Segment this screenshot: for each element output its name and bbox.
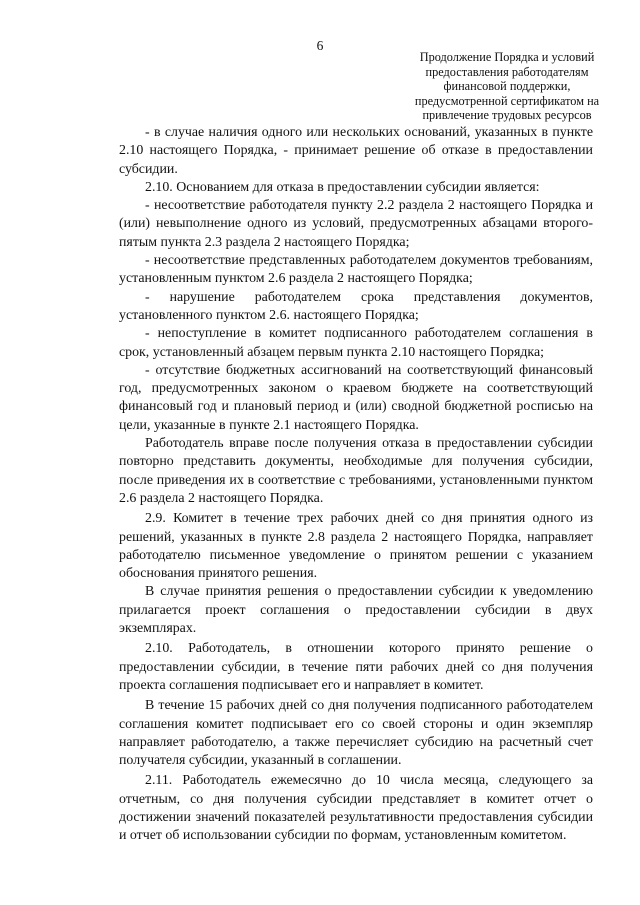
header-line: финансовой поддержки,	[443, 79, 571, 94]
page-number: 6	[316, 38, 324, 53]
header-line: привлечение трудовых ресурсов	[422, 108, 592, 123]
paragraph: - непоступление в комитет подписанного работодателем соглашения в срок, установленный абзацем первым пункта 2.10 настоящего Порядка;	[119, 326, 593, 360]
paragraph: 2.10. Основанием для отказа в предоставлении субсидии является:	[145, 179, 540, 195]
header-line: предоставления работодателям	[425, 64, 589, 79]
paragraph: Работодатель вправе после получения отказа в предоставлении субсидии повторно представить документы, необходимые для получения субсидии, после приведения их в соответствие с требованиями, установленными пунктом 2.6 раздела 2 настоящего Порядка.	[119, 436, 593, 506]
paragraph: 2.11. Работодатель ежемесячно до 10 числа месяца, следующего за отчетным, со дня получения субсидии представляет в комитет отчет о достижении значений показателей результативности предоставления субсидии и отчет об использовании субсидии по формам, установленным комитетом.	[119, 773, 593, 844]
document-body	[119, 124, 593, 846]
paragraph: - несоответствие работодателя пункту 2.2 раздела 2 настоящего Порядка и (или) невыполнение одного из условий, предусмотренных абзацами второго-пятым пункта 2.3 раздела 2 настоящего Порядка;	[119, 198, 593, 250]
paragraph: - отсутствие бюджетных ассигнований на соответствующий финансовый год, предусмотренных законом о краевом бюджете на соответствующий финансовый год и плановый период и (или) сводной бюджетной росписью на цели, указанные в пункте 2.1 настоящего Порядка.	[119, 362, 593, 433]
paragraph: 2.10. Работодатель, в отношении которого принято решение о предоставлении субсидии, в течение пяти рабочих дней со дня получения проекта соглашения подписывает его и направляет в комитет.	[119, 641, 593, 693]
paragraph: В течение 15 рабочих дней со дня получения подписанного работодателем соглашения комитет подписывает его со своей стороны и один экземпляр направляет работодателю, а также перечисляет субсидию на расчетный счет получателя субсидии, указанный в соглашении.	[119, 698, 593, 769]
paragraph: 2.9. Комитет в течение трех рабочих дней со дня принятия одного из решений, указанных в пункте 2.8 раздела 2 настоящего Порядка, направляет работодателю письменное уведомление о принятом решении с указанием обоснования принятого решения.	[119, 511, 593, 582]
document-header-note	[392, 50, 622, 123]
paragraph: - в случае наличия одного или нескольких оснований, указанных в пункте 2.10 настоящего Порядка, - принимает решение об отказе в предоставлении субсидии.	[119, 125, 593, 177]
header-line: Продолжение Порядка и условий	[419, 50, 595, 64]
paragraph: - нарушение работодателем срока представления документов, установленного пунктом 2.6. настоящего Порядка;	[119, 289, 593, 323]
header-line: предусмотренной сертификатом на	[414, 93, 600, 108]
paragraph: - несоответствие представленных работодателем документов требованиям, установленным пунктом 2.6 раздела 2 настоящего Порядка;	[119, 253, 593, 287]
paragraph: В случае принятия решения о предоставлении субсидии к уведомлению прилагается проект соглашения о предоставлении субсидии в двух экземплярах.	[119, 584, 593, 637]
